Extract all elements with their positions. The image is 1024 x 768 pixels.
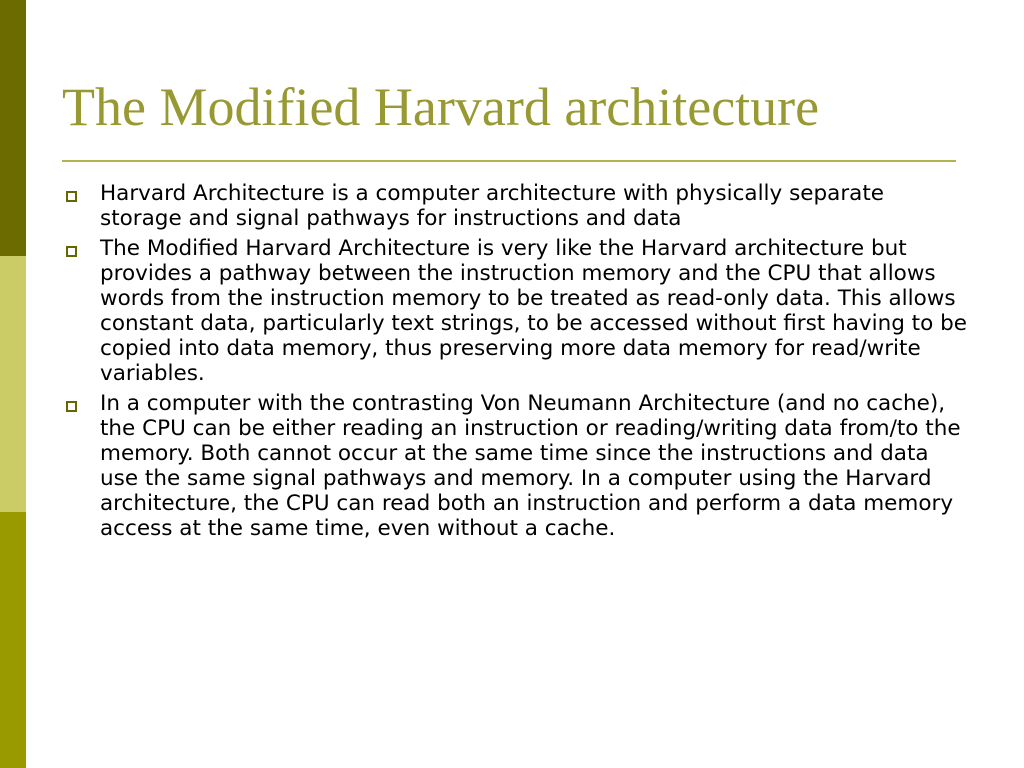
hollow-square-bullet-icon xyxy=(66,246,77,257)
hollow-square-bullet-icon xyxy=(66,191,77,202)
bullet-item xyxy=(62,181,972,231)
bullet-text: The Modified Harvard Architecture is very like the Harvard architecture but provides a pathway between the instruction memory and the CPU that allows words from the instruction memory to be treated as read-only data. This allows constant data, particularly text strings, to be accessed without first having to be copied into data memory, thus preserving more data memory for read/write variables. xyxy=(100,236,967,386)
title-underline xyxy=(62,160,956,162)
side-stripe-bottom xyxy=(0,512,26,768)
bullet-list xyxy=(62,181,972,546)
bullet-item xyxy=(62,236,972,386)
bullet-text: Harvard Architecture is a computer architecture with physically separate storage and signal pathways for instructions and data xyxy=(100,181,884,231)
slide-title: The Modified Harvard architecture xyxy=(62,77,820,137)
side-stripe-middle xyxy=(0,256,26,512)
side-stripe-top xyxy=(0,0,26,256)
hollow-square-bullet-icon xyxy=(66,401,77,412)
bullet-item xyxy=(62,391,972,541)
bullet-text: In a computer with the contrasting Von Neumann Architecture (and no cache), the CPU can be either reading an instruction or reading/writing data from/to the memory. Both cannot occur at the same time since the instructions and data use the same signal pathways and memory. In a computer using the Harvard architecture, the CPU can read both an instruction and perform a data memory access at the same time, even without a cache. xyxy=(100,391,961,541)
